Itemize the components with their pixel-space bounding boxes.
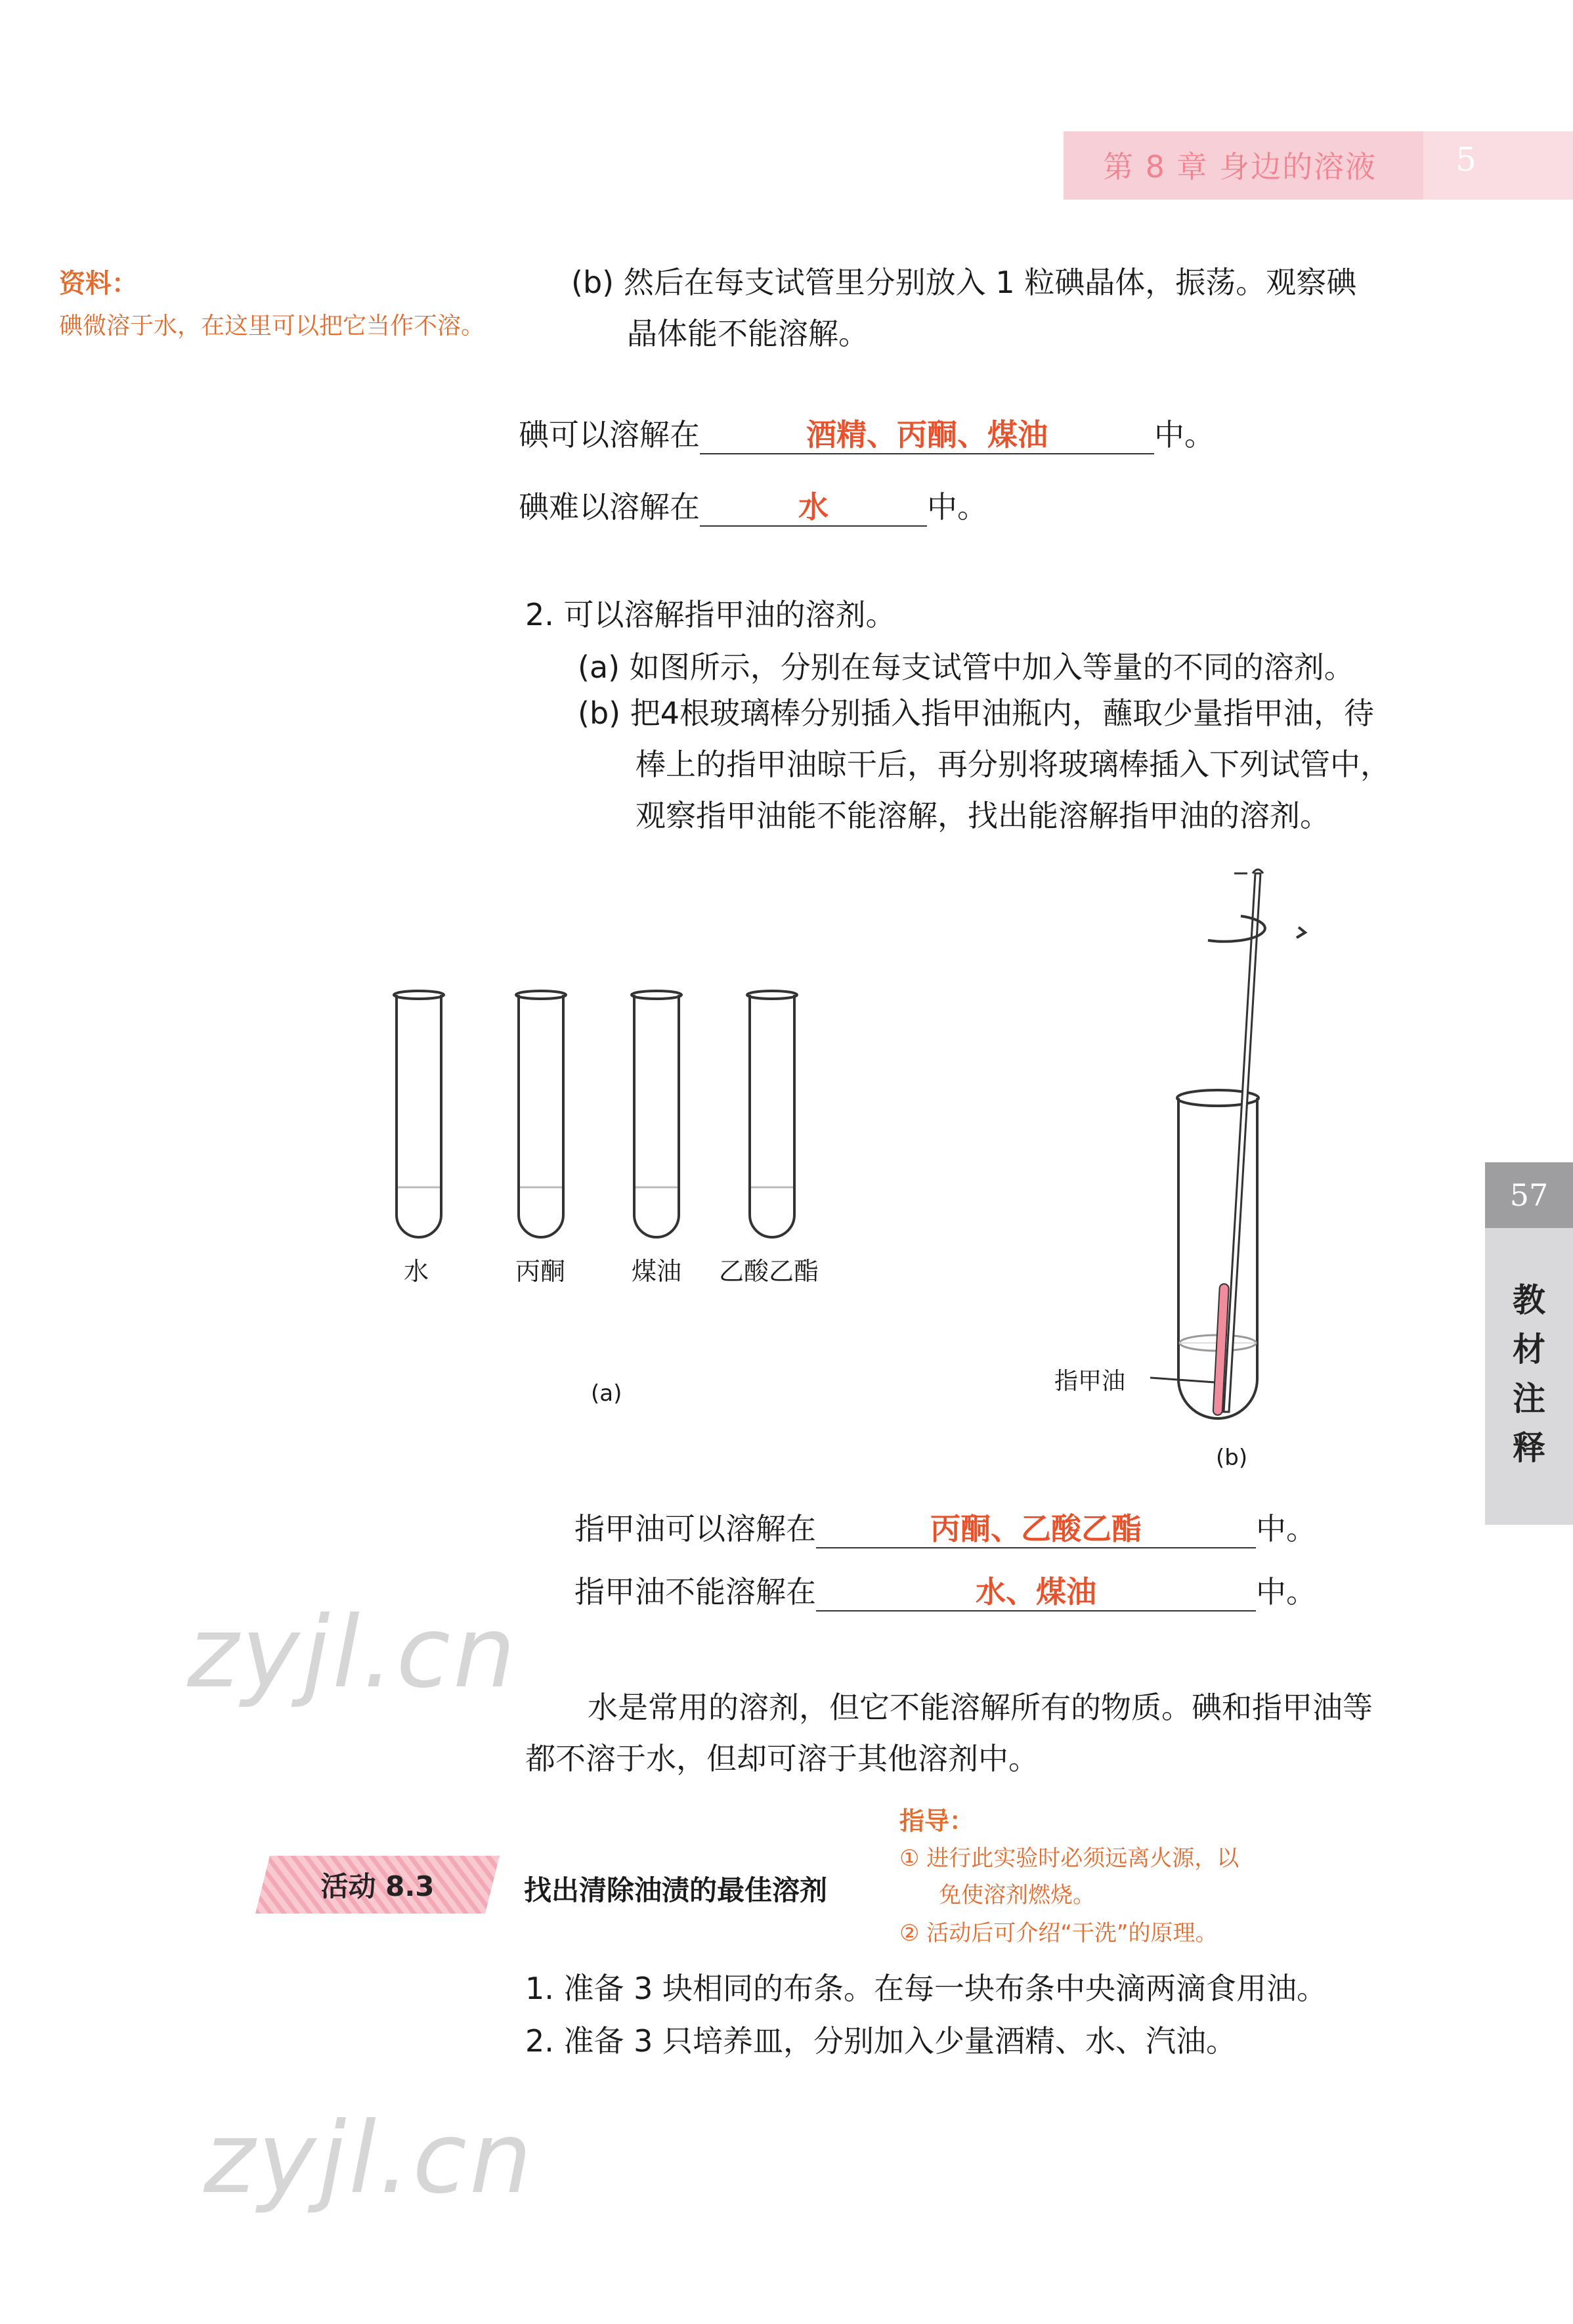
test-tube-ethyl-acetate bbox=[747, 991, 797, 1237]
nail-polish-cannot-suffix: 中。 bbox=[1256, 1574, 1316, 1610]
margin-note-text: 碘微溶于水，在这里可以把它当作不溶。 bbox=[59, 313, 485, 340]
iodine-can-suffix: 中。 bbox=[1154, 417, 1215, 452]
test-tube-acetone bbox=[516, 991, 566, 1237]
guidance-item1-line1: ① 进行此实验时必须远离火源，以 bbox=[899, 1845, 1239, 1872]
page-number-top: 5 bbox=[1455, 141, 1476, 179]
activity-title: 找出清除油渍的最佳溶剂 bbox=[524, 1874, 828, 1906]
glass-rod bbox=[1213, 869, 1263, 1415]
step-2a: (a) 如图所示，分别在每支试管中加入等量的不同的溶剂。 bbox=[578, 649, 1354, 685]
nail-polish-cannot-line bbox=[574, 1571, 1316, 1613]
side-tab-char: 教 bbox=[1513, 1281, 1545, 1319]
chapter-title: 第 8 章 身边的溶液 bbox=[1103, 149, 1377, 185]
nail-polish-cannot-prefix: 指甲油不能溶解在 bbox=[574, 1574, 816, 1610]
iodine-cannot-suffix: 中。 bbox=[927, 489, 987, 525]
nail-polish-label: 指甲油 bbox=[1054, 1368, 1126, 1395]
step-1b-line2: 晶体能不能溶解。 bbox=[627, 316, 869, 351]
watermark: zyjl.cn bbox=[187, 1596, 519, 1710]
activity-badge-label: 活动 8.3 bbox=[320, 1870, 435, 1902]
guidance-item2: ② 活动后可介绍“干洗”的原理。 bbox=[899, 1920, 1218, 1946]
nail-polish-can-answer: 丙酮、乙酸乙酯 bbox=[816, 1510, 1256, 1548]
conclusion-line2: 都不溶于水，但却可溶于其他溶剂中。 bbox=[525, 1741, 1039, 1776]
figure-caption-b: (b) bbox=[1216, 1445, 1248, 1471]
iodine-can-answer: 酒精、丙酮、煤油 bbox=[700, 416, 1154, 454]
margin-note-title: 资料： bbox=[59, 269, 138, 299]
side-tab-char: 释 bbox=[1513, 1429, 1545, 1467]
test-tube-water bbox=[394, 991, 444, 1237]
iodine-cannot-answer: 水 bbox=[700, 489, 927, 527]
nail-polish-can-suffix: 中。 bbox=[1256, 1511, 1316, 1546]
side-tab-char: 材 bbox=[1513, 1330, 1545, 1369]
tube-label-kerosene: 煤油 bbox=[632, 1257, 682, 1286]
tube-label-ethyl-acetate: 乙酸乙酯 bbox=[719, 1257, 819, 1286]
side-tab-char: 注 bbox=[1513, 1380, 1545, 1418]
nail-polish-cannot-answer: 水、煤油 bbox=[816, 1573, 1256, 1611]
guidance-title: 指导： bbox=[899, 1807, 975, 1835]
conclusion-line1: 水是常用的溶剂，但它不能溶解所有的物质。碘和指甲油等 bbox=[588, 1690, 1373, 1725]
tube-label-water: 水 bbox=[404, 1257, 429, 1286]
side-tab-page-number: 57 bbox=[1485, 1162, 1573, 1228]
step-2b-line2: 棒上的指甲油晾干后，再分别将玻璃棒插入下列试管中， bbox=[636, 747, 1390, 782]
step-1b-line1: (b) 然后在每支试管里分别放入 1 粒碘晶体，振荡。观察碘 bbox=[571, 265, 1357, 300]
nail-polish-pointer bbox=[1150, 1378, 1215, 1382]
watermark: zyjl.cn bbox=[204, 2101, 535, 2216]
step-2-heading: 2. 可以溶解指甲油的溶剂。 bbox=[525, 597, 896, 632]
iodine-can-prefix: 碘可以溶解在 bbox=[519, 417, 700, 452]
figure-caption-a: (a) bbox=[591, 1380, 622, 1407]
iodine-cannot-prefix: 碘难以溶解在 bbox=[519, 489, 700, 525]
test-tube-kerosene bbox=[632, 991, 681, 1237]
tube-label-acetone: 丙酮 bbox=[515, 1257, 566, 1286]
step-2b-line3: 观察指甲油能不能溶解，找出能溶解指甲油的溶剂。 bbox=[636, 798, 1330, 833]
activity-step2: 2. 准备 3 只培养皿，分别加入少量酒精、水、汽油。 bbox=[525, 2023, 1237, 2059]
nail-polish-can-prefix: 指甲油可以溶解在 bbox=[574, 1511, 816, 1546]
guidance-item1-line2: 免使溶剂燃烧。 bbox=[939, 1882, 1095, 1908]
nail-polish-can-line bbox=[574, 1508, 1316, 1550]
activity-step1: 1. 准备 3 块相同的布条。在每一块布条中央滴两滴食用油。 bbox=[525, 1971, 1327, 2006]
step-2b-line1: (b) 把4根玻璃棒分别插入指甲油瓶内，蘸取少量指甲油，待 bbox=[578, 695, 1374, 731]
